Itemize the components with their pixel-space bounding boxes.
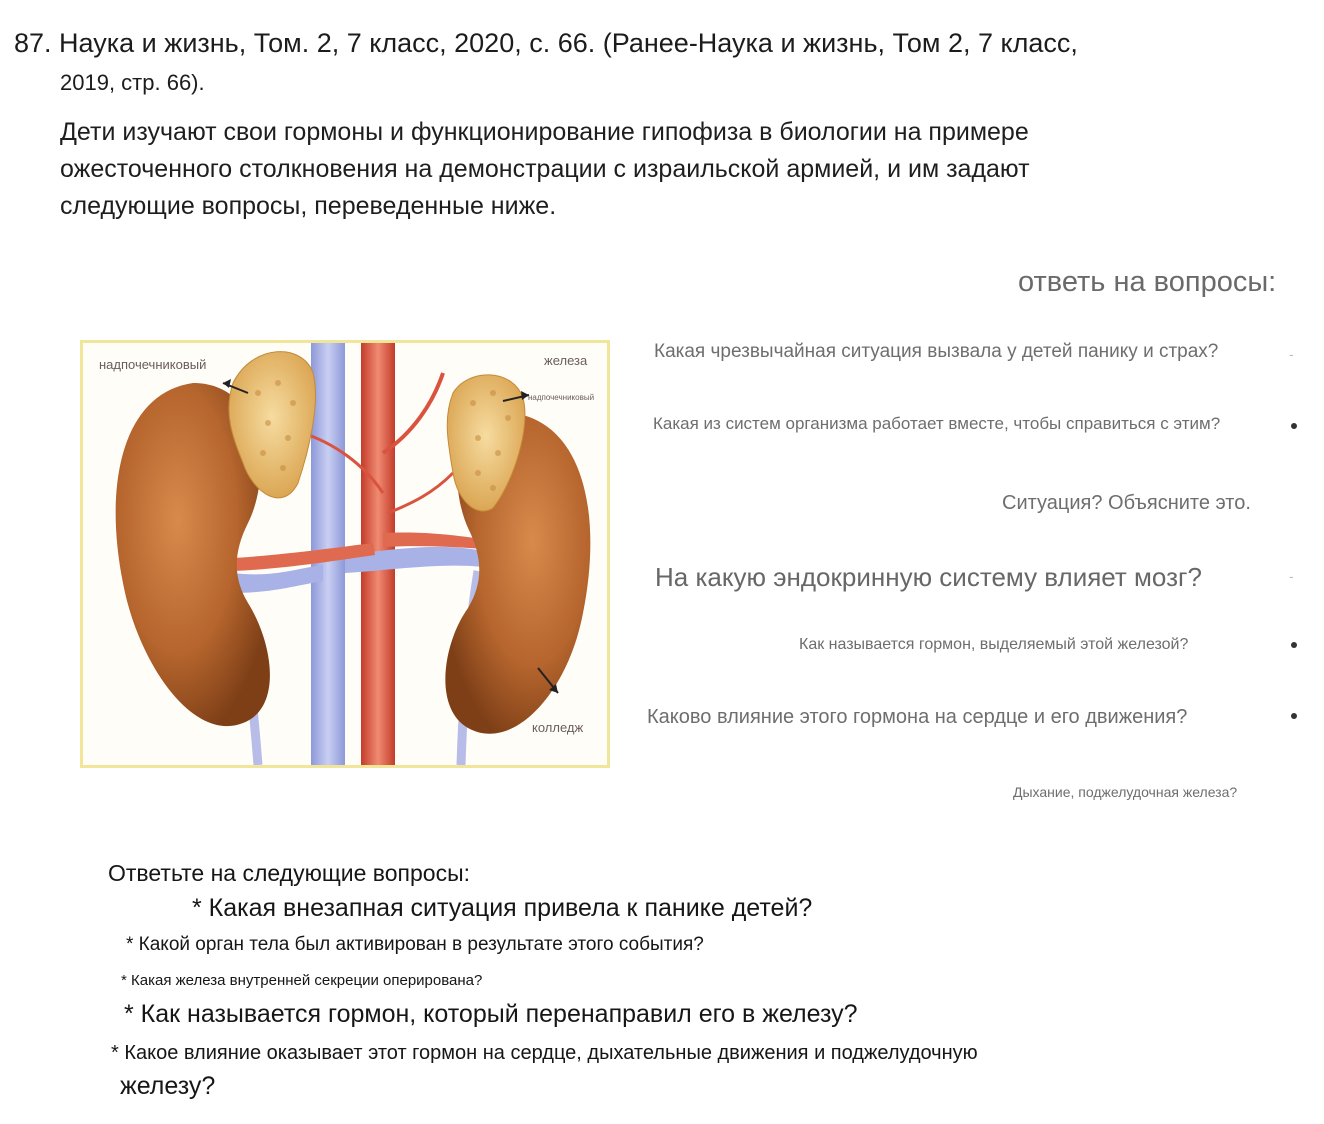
right-question-2: Какая из систем организма работает вместе, чтобы справиться с этим?: [653, 414, 1221, 433]
bullet-dot: [1291, 642, 1297, 648]
right-question-5: Как называется гормон, выделяемый этой железой?: [799, 636, 1189, 653]
reference-line: 87. Наука и жизнь, Том. 2, 7 класс, 2020, с. 66. (Ранее-Наука и жизнь, Том 2, 7 класс,: [14, 28, 1078, 58]
bottom-question-5-continued: железу?: [120, 1072, 216, 1100]
figure-label-gland: железа: [544, 353, 588, 368]
reference-line-continued: 2019, стр. 66).: [60, 70, 205, 95]
faint-dash-mark: -: [1289, 346, 1294, 362]
intro-line-1: Дети изучают свои гормоны и функционирование гипофиза в биологии на примере: [60, 118, 1029, 146]
kidney-adrenal-illustration: [83, 343, 607, 765]
bottom-question-5: * Какое влияние оказывает этот гормон на сердце, дыхательные движения и поджелудочную: [111, 1042, 978, 1064]
figure-label-adrenal-small: надпочечниковый: [528, 393, 595, 402]
right-question-4: На какую эндокринную систему влияет мозг?: [655, 562, 1202, 592]
bottom-question-3: * Какая железа внутренней секреции оперирована?: [121, 972, 483, 989]
right-question-7: Дыхание, поджелудочная железа?: [1013, 784, 1238, 800]
bottom-question-1: * Какая внезапная ситуация привела к панике детей?: [192, 894, 813, 922]
bottom-question-2: * Какой орган тела был активирован в результате этого события?: [126, 934, 704, 955]
kidney-adrenal-figure: [80, 340, 610, 768]
bottom-question-4: * Как называется гормон, который перенаправил его в железу?: [124, 1000, 858, 1028]
faint-dash-mark: -: [1289, 568, 1294, 584]
intro-line-3: следующие вопросы, переведенные ниже.: [60, 192, 557, 220]
right-renal-artery: [383, 532, 483, 549]
right-question-1: Какая чрезвычайная ситуация вызвала у детей панику и страх?: [654, 341, 1219, 362]
right-question-6: Каково влияние этого гормона на сердце и его движения?: [647, 706, 1188, 728]
figure-label-adrenal: надпочечниковый: [99, 357, 207, 372]
bullet-dot: [1291, 713, 1297, 719]
bottom-title: Ответьте на следующие вопросы:: [108, 860, 471, 886]
right-question-3: Ситуация? Объясните это.: [1002, 492, 1251, 514]
figure-label-college: колледж: [532, 720, 584, 735]
branch-artery: [388, 473, 453, 513]
intro-line-2: ожесточенного столкновения на демонстрации с израильской армией, и им задают: [60, 155, 1030, 183]
right-panel-heading: ответь на вопросы:: [1018, 266, 1277, 298]
bullet-dot: [1291, 423, 1297, 429]
